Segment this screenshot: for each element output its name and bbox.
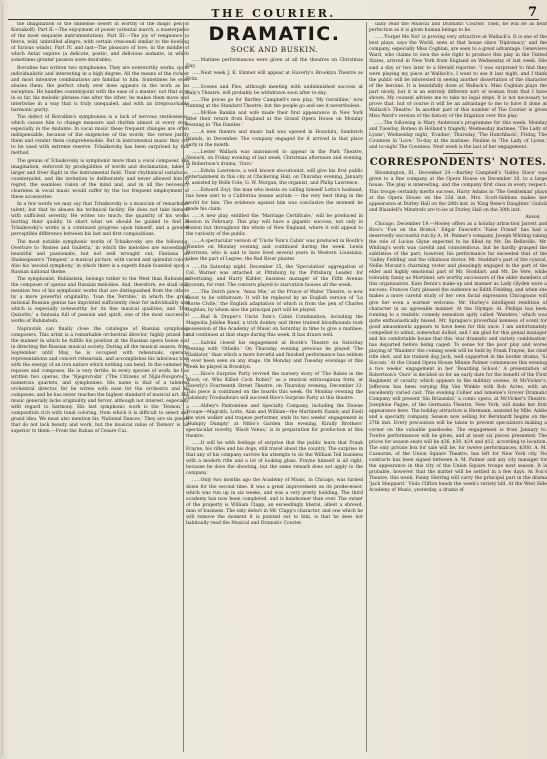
col3-paragraph: ......The following is Mary Anderson's programme for this week: Monday and Tuesday, Romeo in Holland's tragedy; Wednesday matinee, 'The Lady of Lyons'; Wednesday night, 'Evadne'; Thursday, 'The Hunchback'; Friday, The Countess in 'Love.' To-day at the matinee, Pauline in 'The Lady of Lyons,' and to-night The Countess. Next week is the last of her engagement. [369,121,547,151]
col2-item: ......Edwin Lawrence, a well known elocutionist, will give his first public entertainment in this city at Chickering Hall, on Thursday evening, January 6, assisted by Belle Cole, G. W. Morgan, the organist, and Philip Lawrence. [186,169,363,187]
column-divider [366,22,367,752]
col2-item: ......It will be with feelings of surprise that the public learn that Frank Frayne, his rifles and his dogs, still travel about the country. The surprise in that any of his company survive his attempts to do the William Tell business with a modern rifle and a lot of looking glass. Frayne himself is all right, because he does the shooting, but the same remark does not apply to the company. [186,441,363,477]
column-divider [183,22,184,752]
column-middle [186,22,363,752]
col1-paragraph: Borodine has written two symphonies. They are noteworthy works, quite individualistic and interesting in a high degree. All the means of the richest and most intensive combinations are familiar to him. Sometimes he even abuses them; the perfect study ever does appears in the work as an exception. He handles counterpoint with the ease of a master; not that says in so far, his melodic phrases rise after the other; he makes them move and intertwine in a way that is truly unequaled, and with an irreproachable harmonic purity. [11,65,189,113]
correspondent-note: Bloomington, Ill., December 24.—Bartley Campbell's 'Galley Slave' was given to a fine company at the Opera House on December 20, to a large house. The play is interesting, and the company first class in every respect. This troupe certainly merits success. Harry Adams in 'The Gentleman' plays at the Opera House on the 23d inst. Mrs. Scott-Siddons makes her appearance at Durley Hall on the 28th inst. in 'King Rene's Daughter.' Gulick and Blaisdell's Minstrels are to be at Durley Hall on the 30th inst. [369,171,547,213]
col2-item: ......A new theatre and music hall was opened in Honolulu, Sandwich Islands, in December. The company engaged for it arrived in that place early in the month. [186,130,363,148]
section-title-dramatic: DRAMATIC. [208,23,341,45]
col2-item: ......A spectacular version of 'Uncle Tom's Cabin' was produced in Booth's Theatre on Monday evening and continued during the week. Lewis Morrison, who is said to have lived several years in Western Louisiana, takes the part of Legree, the Red River planter. [186,239,363,263]
section-subtitle: SOCK AND BUSKIN. [230,45,319,54]
correspondent-note: Chicago, December 19.—Hooley offers as a holiday attraction Jarrett and Rice's 'Fun on the Bristol.' Edgar Fawcett's 'False Friend' has had a deservedly successful run by A. M. Palmer's company, Joseph Whiting taking the role of Lucius Glyne expected to be filled by Mr. De Belleville. Mr. Whiting's work was careful and conscientious, but he hardly grasped the subtleties of the part; however, his performance far exceeded that of the 'Galley Fielding' and the villainous doctor. Mr. Stoddart's part of the cynical, Nellie Morant's charming roster and pleasingly engaged in the part of the elder and highly emotional part of Mr. Stoddart, and Mr. De Vere, while tolerably funny as Mortimer, are worthy successors of the elder members of this organization. Kate Denin's make-up and manner as Lady Glyden were a success. Frances Cary pleased the audience as Edith Fielding, and when she makes a more careful study of her own facial expression Chicagoans will give her even a warmer welcome. Mr. Hurley's intelligent rendition of character in an agreeable manner. At the Olympic Al. Phillips has been running to a realistic comedy sensation aptly called 'Wanders,' which was quite enthusiastically hissed. Mr. Sprague's proverbial kenness of scent for good amusements appears to have been for this once. I am unfortunately compelled to admit, somewhat dulled, and I am glad for this genial manager and his comfortable house that this 'star dramatic and variety combination' has departed before being caged. To sense for the poor play and worse playing of 'Wanders' the coming week will be held by Frank Frayne, his chief rifle shot, and his trained dog Jack, well supported in the border drama, 'Si Slocum.' At the Grand Opera House Minnie Palmer commences this evening a two weeks' engagement in her 'Boarding School.' A presentation of Robertson's 'Ours' is decided on for an early date for the benefit of the First Regiment of cavalry, which appears in the military scenes. At McVicker's, Jefferson has been varying Rip Van Winkle with Bob Acres, with an excellently varied cast. This evening Collier and Ismenie's Grover Dramatic Company will present 'Sin Brizandol,' a comic opera, at McVicker's Theatre. Josephine Pagne, of the Germania Theatre, New York, will make her first appearance here. The holiday attraction is Hermann, assisted by Mlle. Addie and a specialty company. Season now selling for Bernhardt begins on the 27th inst. Every precaution will be taken to prevent speculators making a corner on the valuable passbooks. The engagement is from January to. Twelve performances will be given, and at least six pieces presented. The prices for season seats will be $36, $30, $24 and $12, according to location. The only private box for sale will be, for twelve performances, $300. A. M. Cazauran, of the Union Square Theatre, has left for New York city. No contracts has been signed between A. M. Palmer and any city manager for the appearance in this city of the Union Square troupe next season. It is probable, however, that the matter will be settled in a few days. At Fox's Theatre, this week, Fanny Herring will carry the principal part in the drama 'Jack Sheppard.' Viola Clifton heads the week's variety bill. At the West Side Academy of Music, yesterday, a drama of [369,221,547,493]
col2-item: ......Rice's Surprise Party revived the nursery story of 'The Babes in the Wood; or, Who Killed Cock Robin?' as a musical extravaganza form, at Haverly's Fourteenth Street Theatre, on Thursday evening, December 23. This piece is continued on the boards this week. On Monday evening the Salisbury Troubadours will succeed Rice's Surprise Party at this theatre. [186,372,363,402]
col2-item: ......Next week J. K. Emmet will appear at Haverly's Brooklyn Theatre as Fritz. [186,71,363,83]
correspondents-notes-heading: CORRESPONDENTS' NOTES. [369,157,547,169]
col2-item: ......McKee Rankin and wife made their first appearance in New York after their return from England at the Grand Opera House on Monday evening in 'The Danites.' [186,111,363,129]
col1-paragraph: The most notable symphonic works of Tchaikovsky are the following: Overture to 'Romeo and Guiletta,' in which the melodies are exceedingly beautiful and passionate, but not well wrought out; Fantasia on Shakespeare's 'Tempest,' a musical picture, with varied and splendid colors. Also his 'second symphony,' in which there is a superb finale founded upon a Russian national theme. [11,239,189,275]
running-head [0,4,547,18]
col3-paragraph: ......'Forget Me Not' is proving very attractive at Wallack's. It is one of the best plays, says the World, seen at that house since 'Diplomacy,' and the company, especially Miss Coghlan, are seen to a great advantage. Genevieve Ward, who claims to own the sole right to produce this play in the United States, arrived in New York from England on Wednesday of last week. She said a day or two later to a Herald reporter: 'I was surprised to find they were playing my piece at Wallack's. I went to see it last night, and I think the public will be interested in seeing another dissertation of the character of the heroine. It is beautifully done at Wallack's. Miss Coghlan plays the part nicely, but it is an entirely different sort of woman from that I have shown. My counsel advises me to take no legal steps. It is not necessary to prove that, but of course it will be an advantage to me to have it done at Wallack's Theatre.' In another part of this number of The Courier is given Miss Ward's version of the history of the litigation over this play. [369,35,547,119]
header-rule [8,19,539,20]
col2-item: ......Only two months ago the Academy of Music, in Chicago, was turned down for the second time. It was a great improvement on its predecessor, which was run up in six weeks, and was a very pretty building. The third academy has now been completed, and is handsomer than ever. The owner of the property is William Clapp, an exceedingly liberal, albeit a shrewd, man of business. The only defect in Mr. Clapp's character, and one which he will remove the moment it is pointed out to him, is that he does not habitually read the Musical and Dramatic Courier. [186,478,363,526]
binding-edge [2,4,3,755]
col1-paragraph: Napravnik can finally close the catalogue of Russian symphonic composers. This artist is a remarkable orchestral director, highly prized for the manner in which he fulfills his position at the Russian opera house and in directing the Russian musical society. During all the musical season, from September until May, he is occupied with rehearsals, operatic representations and concert rehearsals, and accomplishes his laborious task with the energy of an iron nature which nothing can bend. In the summer he reposes and composes. He is very fertile; in every species of work; he has written two operas, the 'Njegovrodzi' ('The Citizens of Nijni-Novgorod'), numerous quartets, and symphonies. His name is that of a talented orchestral director, for he writes with ease for the orchestra and he composes; and he has never reaches the highest standard of musical art. His music generally lacks originality and fervor, although not interest, especially with regard to harmony. His last symphonic work is the 'Demon,' a composition rich with tonal coloring, from which it is difficult to select any grand idea. We must also mention his 'National Dances.' They are six pieces that do not lack beauty and work, but the musical value of 'Demon' is far superior to them.—From the Italian of Cesare Cui. [11,326,189,435]
column-left [11,22,189,752]
col2-item: ......Matinee performances were given at all the theatres on Christmas Day. [186,58,363,70]
col2-item: ......Abbey's Pantomime and Specialty Company, including the Dawne Troupe—Magrath, Lotto, Alan and William—the Martinetti Family and Ezell the wire walker and trapeze performer, ends its two weeks' engagement in 'Humpty Dumpty' at Niblo's Garden this evening. Kiralfy Brothers' spectacular novelty, 'Black Venus,' is in preparation for production at this theatre. [186,403,363,439]
col3-paragraph: ually read the Musical and Dramatic Courier. Then, he will be as near perfection as it is given human beings to be. [369,22,547,34]
masthead: THE COURIER. [211,7,336,20]
col2-item: ......The Dutch piece, 'Anna Mie,' at the Prince of Wales' Theatre, is now about to be withdrawn. It will be replaced by an English version of 'La Morte Civile,' the English adaptation of which is from the pen of Charles Coghlan, by whom also the principal part will be played. [186,289,363,314]
col2-item: ......Edward Zoyl, the man who insists on calling himself Lotta's husband, has been sent to a California insane asylum — the very best thing in the world for him. The evidence against him was conclusive the moment he made his claim. [186,188,363,212]
page-number: 7 [527,5,537,20]
section-rule [443,153,473,154]
col2-item: ......The prices go for Bartley Campbell's new play, 'My Geraldine,' now running at the Standard Theatre; but the people go and see it nevertheless. [186,97,363,109]
col2-item: ......Lester Wallack was announced to appear in the Park Theatre, Newark, on Friday evening of last week, Christmas afternoon and evening, in Robertson's drama, 'Ours.' [186,149,363,167]
col2-item: ......On Saturday night, December 25, the 'Speculation' aggregation of Col. Warner was attached at Pittsburg by the Pittsburg Leader, for advertising, and Harry Kidder, business manager of the Fifth Avenue Lyceum, for rent. The concern played to starvation houses all the week. [186,264,363,288]
col1-paragraph: In a few words we may say that Tchaikovsky is a musician of remarkable talent; but that he abuses his technical facility. He does not take himself with sufficient severity. He writes too much; the quantity of his works hurting their quality. In short what we should be guided to find in Tchaikovsky's works is a continued progress upon himself, and a greater perceptible difference between his last and first compositions. [11,202,189,238]
col1-paragraph: the imagination of the immense desert in worthy of the magic pen of Korsakoff). Part II.—The enjoyment of power (oriental march, a masterpiece of the most exquisite instrumentation). Part III.—The joy of vengeance (a fierce, wild, unbridled allegro, with certain crescendi similar to the howling of furious winds). Part IV. and last—The pleasure of love, in the middle of which Antar expires (a delicate, poetic, and delicious andante, in which sometimes greater passion were desirable). [11,22,189,64]
col2-item: ......A new play, entitled the 'Marriage Certificate,' will be produced in Boston in February. This play will have a gigantic success, not only in Boston but throughout the whole of New England, where it will appeal to the curiosity of the public. [186,213,363,237]
col1-paragraph: The symphonist, Rubinstein, belongs rather to the West than Rubinstein the composer of operas and Russian melodies. And, therefore, we shall only mention two of his symphonic works that are distinguished from the others by a more powerful originality: 'Ivan the Terrible,' in which the great national Russian genius has imprinted sufficiently clear for individuality and which is especially noteworthy for its fine musical qualities; and 'Don Quixotte,' a fantasia full of passion and spirit, one of the most successful works of Rubinstein. [11,277,189,325]
col1-paragraph: The genius of Tchaikovsky is symphonic more than a vocal composer. His imagination, enforced by prodigalities of words and declamation, takes a larger and freer flight in the instrumental field. Their rhythmical variations, counterpoint, and the invitation to deliberately and never allowed him to regret, the seamless vision of the mind and, and in all the necessary clearness in vocal music would suffer by the too frequent employment of these accessories. [11,158,189,200]
note-signature: Anson. [525,214,541,220]
col2-item: ......Rial & Draper's Uncle Tom's Cabin Combination, including the Magnolia Jubilee Band, a trick donkey and three trained bloodhounds took possession of the Academy of Music on Saturday in time to give a matinee, and continues at that stage during this week. It has drawn well. [186,315,363,339]
col2-item: ......Salvini closed his engagement at Booth's Theatre on Saturday evening with 'Othello.' On Thursday evening previous he played 'The Gladiator,' than which a more forceful and finished performance has seldom if ever been seen on any stage. On Monday and Tuesday evenings of this week he played in Brooklyn. [186,340,363,370]
col1-paragraph: The defect of Borodine's symphonies is a lack of nervous restlessness, which causes him to change measure and rhythm almost at every step, especially in the Andante. In vocal music these frequent changes are often indispensable, because of the exigencies of the words; the verses justify them and render them comprehensible. But in instrumental music they are to be used with extreme reserve. Tchaikovsky has been surprised by this method. [11,115,189,157]
col2-item: ......Scenes and Pies, although meeting with undiminished success at Daly's Theatre, will probably be withdrawn soon after to-day. [186,84,363,96]
column-right [369,22,547,752]
